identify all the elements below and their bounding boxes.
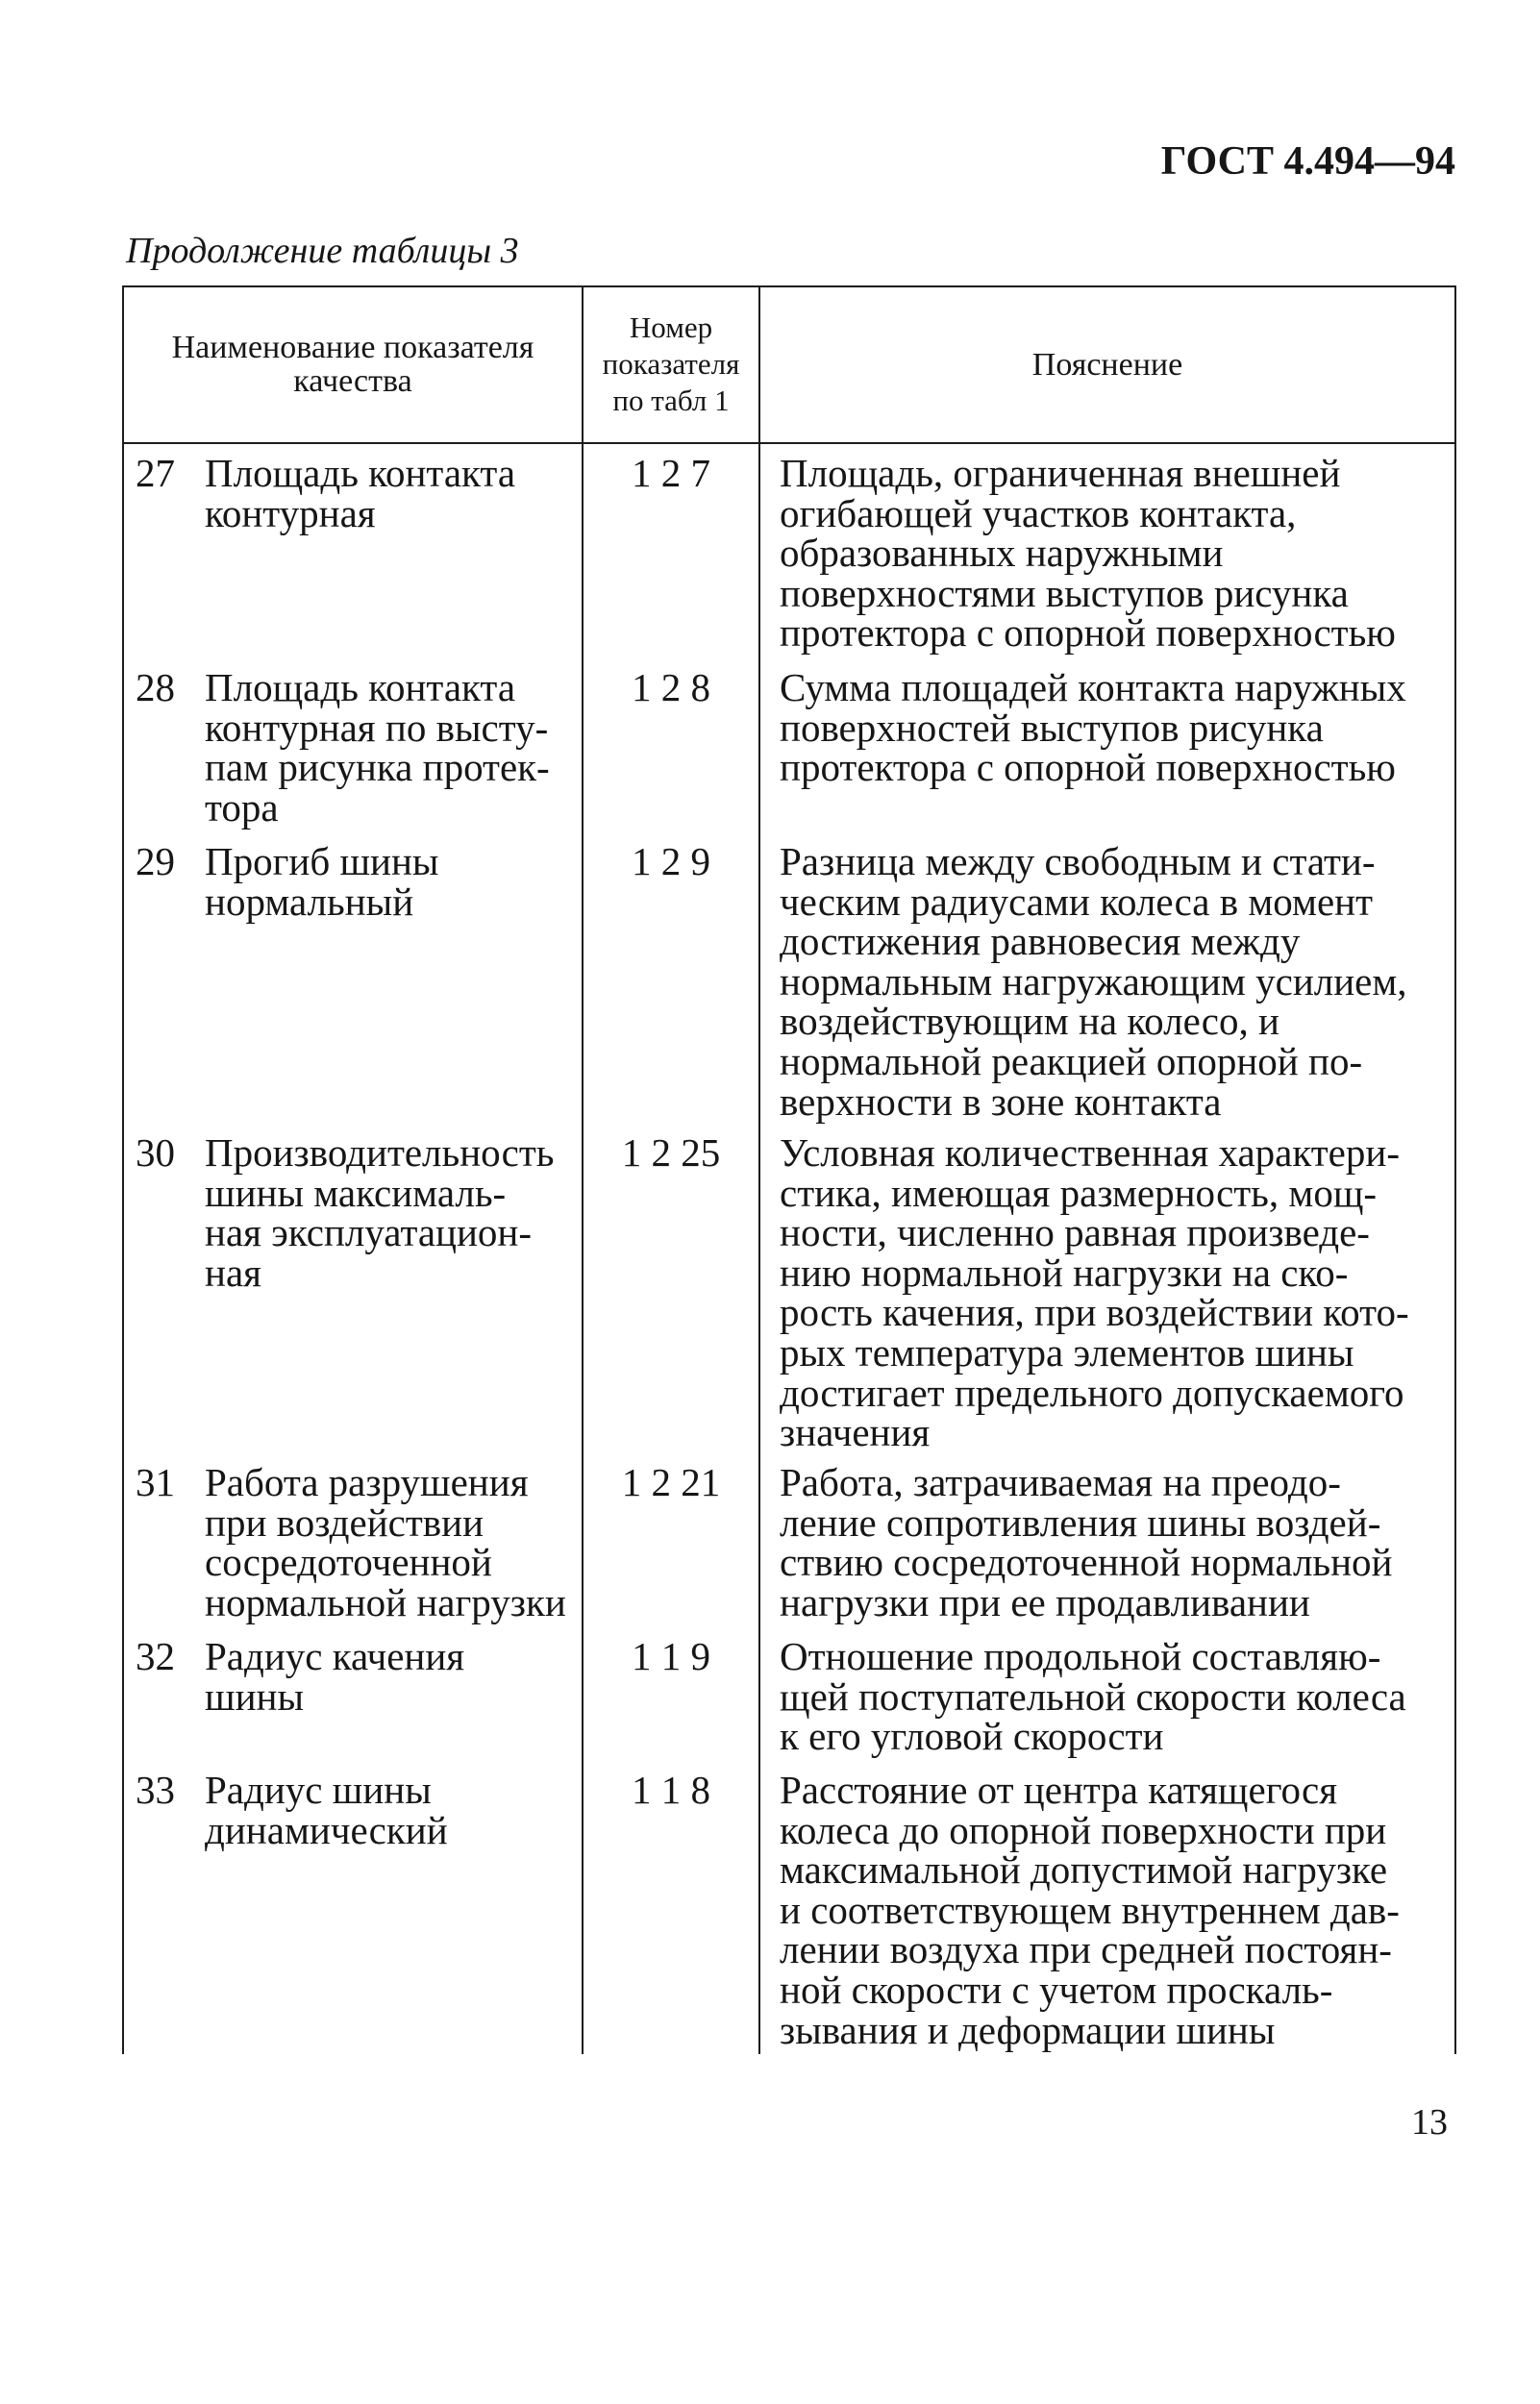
standard-designation: ГОСТ 4.494—94 — [1160, 139, 1455, 184]
indicator-name — [205, 665, 580, 830]
explanation-line: стика, имеющая размерность, мощ- — [780, 1170, 1378, 1215]
column-header-line: Пояснение — [1031, 347, 1183, 383]
explanation-line: верхности в зоне контакта — [780, 1078, 1222, 1124]
explanation — [780, 839, 1453, 1124]
explanation-line: Условная количественная характери- — [780, 1130, 1400, 1175]
explanation-line: ление сопротивления шины воздей- — [780, 1499, 1381, 1545]
indicator-name-line: контурная — [205, 490, 376, 535]
indicator-name-line: Площадь контакта — [205, 665, 516, 709]
indicator-name-line: нормальный — [205, 879, 414, 924]
row-index: 31 — [136, 1460, 175, 1504]
explanation-line: зывания и деформации шины — [780, 2007, 1276, 2052]
table-caption: Продолжение таблицы 3 — [126, 231, 519, 271]
indicator-name — [205, 1634, 580, 1719]
explanation-line: и соответствующем внутреннем дав- — [780, 1887, 1400, 1932]
indicator-name-line: шины — [205, 1673, 305, 1719]
column-header-explanation — [760, 348, 1454, 383]
explanation — [780, 451, 1453, 656]
explanation-line: максимальной допустимой нагрузке — [780, 1847, 1388, 1893]
indicator-name — [205, 1768, 580, 1852]
explanation — [780, 1460, 1453, 1624]
explanation-line: нагрузки при ее продавливании — [780, 1579, 1310, 1624]
explanation-line: колеса до опорной поверхности при — [780, 1807, 1387, 1852]
explanation-line: Площадь, ограниченная внешней — [780, 451, 1341, 495]
column-header-line: по табл 1 — [612, 384, 730, 417]
explanation-line: протектора с опорной поверхностью — [780, 745, 1396, 790]
explanation — [780, 1768, 1453, 2052]
page-number: 13 — [1411, 2102, 1448, 2143]
column-header-line: Номер — [629, 310, 713, 344]
explanation-line: Работа, затрачиваемая на преодо- — [780, 1460, 1341, 1504]
explanation — [780, 665, 1453, 790]
indicator-name-line: при воздействии — [205, 1499, 484, 1545]
explanation-line: воздействующим на колесо, и — [780, 999, 1279, 1044]
explanation-line: достигает предельного допускаемого — [780, 1370, 1404, 1415]
explanation-line: рых температура элементов шины — [780, 1329, 1354, 1375]
explanation-line: достижения равновесия между — [780, 919, 1301, 964]
indicator-name-line: ная эксплуатацион- — [205, 1210, 533, 1255]
indicator-name-line: Прогиб шины — [205, 839, 439, 883]
indicator-name-line: сосредоточенной — [205, 1540, 492, 1585]
indicator-name-line: нормальной нагрузки — [205, 1579, 566, 1624]
explanation-line: к его угловой скорости — [780, 1714, 1164, 1759]
explanation-line: ческим радиусами колеса в момент — [780, 879, 1374, 924]
indicator-name-line: Радиус качения — [205, 1634, 465, 1678]
table-border-left — [122, 285, 124, 2054]
explanation-line: ствию сосредоточенной нормальной — [780, 1540, 1393, 1585]
row-index: 27 — [136, 451, 175, 495]
row-index: 28 — [136, 665, 175, 709]
indicator-name-line: контурная по высту- — [205, 705, 549, 750]
row-index: 29 — [136, 839, 175, 883]
table-reference-number: 1 2 8 — [632, 665, 710, 709]
indicator-name-line: Площадь контакта — [205, 451, 516, 495]
table-reference-number: 1 1 8 — [632, 1768, 710, 1812]
explanation-line: лении воздуха при средней постоян- — [780, 1927, 1392, 1972]
row-index: 32 — [136, 1634, 175, 1678]
row-index: 33 — [136, 1768, 175, 1812]
explanation-line: щей поступательной скорости колеса — [780, 1673, 1406, 1719]
table-header-separator — [122, 442, 1456, 444]
indicator-name-line: Работа разрушения — [205, 1460, 529, 1504]
explanation — [780, 1634, 1453, 1759]
indicator-name-line: тора — [205, 784, 279, 830]
explanation-line: нормальным нагружающим усилием, — [780, 958, 1407, 1004]
indicator-name-line: пам рисунка протек- — [205, 745, 550, 790]
explanation-line: нию нормальной нагрузки на ско- — [780, 1250, 1349, 1295]
indicator-name-line: Производительность — [205, 1130, 555, 1175]
indicator-name — [205, 1130, 580, 1295]
explanation-line: Отношение продольной составляю- — [780, 1634, 1381, 1678]
table-reference-number: 1 2 7 — [632, 451, 710, 495]
explanation-line: Разница между свободным и стати- — [780, 839, 1376, 883]
column-header-line: качества — [293, 363, 412, 399]
table-border-right — [1454, 285, 1456, 2054]
explanation-line: рость качения, при воздействии кото- — [780, 1290, 1409, 1335]
indicator-name-line: динамический — [205, 1807, 448, 1852]
indicator-name-line: шины максималь- — [205, 1170, 507, 1215]
table-reference-number: 1 2 21 — [621, 1460, 721, 1504]
table-reference-number: 1 2 9 — [632, 839, 710, 883]
explanation-line: ной скорости с учетом проскаль- — [780, 1967, 1333, 2012]
explanation-line: ности, численно равная произведе- — [780, 1210, 1370, 1255]
indicator-name-line: ная — [205, 1250, 261, 1295]
explanation-line: Расстояние от центра катящегося — [780, 1768, 1338, 1812]
column-header-line: Наименование показателя — [171, 330, 534, 365]
table-reference-number: 1 2 25 — [621, 1130, 721, 1175]
indicator-name-line: Радиус шины — [205, 1768, 432, 1812]
column-header-line: показателя — [602, 347, 740, 381]
row-index: 30 — [136, 1130, 175, 1175]
explanation-line: протектора с опорной поверхностью — [780, 610, 1396, 656]
column-header-name — [125, 331, 581, 398]
indicator-name — [205, 1460, 580, 1624]
table-border-top — [122, 285, 1456, 287]
column-header-number — [584, 310, 758, 419]
explanation-line: Сумма площадей контакта наружных — [780, 665, 1406, 709]
indicator-name — [205, 839, 580, 924]
explanation-line: огибающей участков контакта, — [780, 490, 1297, 535]
explanation-line: поверхностями выступов рисунка — [780, 570, 1349, 615]
explanation-line: значения — [780, 1410, 931, 1455]
explanation — [780, 1130, 1453, 1455]
explanation-line: образованных наружными — [780, 531, 1224, 576]
explanation-line: нормальной реакцией опорной по- — [780, 1038, 1363, 1083]
explanation-line: поверхностей выступов рисунка — [780, 705, 1324, 750]
table-reference-number: 1 1 9 — [632, 1634, 710, 1678]
indicator-name — [205, 451, 580, 535]
